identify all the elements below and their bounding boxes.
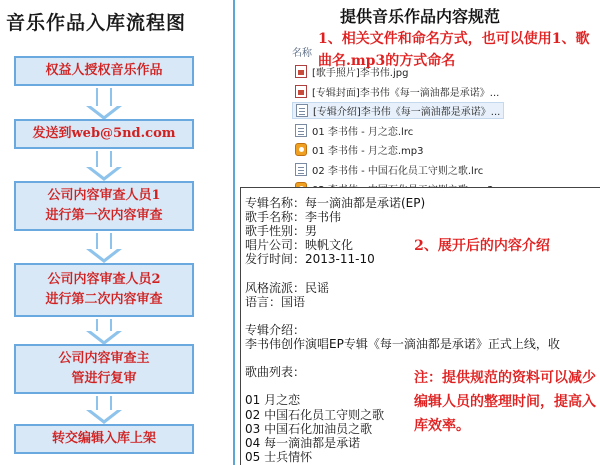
flow-arrow <box>86 233 122 263</box>
flow-step-send-email <box>14 119 194 149</box>
file-name: [歌手照片]李书伟.jpg <box>312 68 409 79</box>
flow-arrow <box>86 151 122 181</box>
image-file-icon <box>295 65 307 78</box>
document-line: 歌手名称：李书伟 <box>245 210 342 225</box>
file-list-item[interactable] <box>292 141 504 158</box>
document-line: 歌曲列表： <box>245 365 306 380</box>
document-line: 发行时间：2013-11-10 <box>245 252 375 267</box>
file-list-item[interactable] <box>292 122 504 139</box>
file-name: 01 李书伟 - 月之恋.lrc <box>312 126 414 138</box>
flow-step-second-review <box>14 263 194 317</box>
flow-step-label: 公司内容审查人员1 进行第一次内容审查 <box>45 188 163 223</box>
flow-step-label: 权益人授权音乐作品 <box>45 63 163 78</box>
file-list <box>292 44 502 192</box>
file-name: 02 李书伟 - 中国石化员工守则之歌.lrc <box>312 165 484 177</box>
text-file-icon <box>295 124 307 137</box>
document-line: 风格流派：民谣 <box>245 280 330 295</box>
text-file-icon <box>296 104 308 117</box>
file-list-item[interactable] <box>292 63 504 80</box>
naming-note: 1、相关文件和命名方式，也可以使用1、歌曲名.mp3的方式命名 <box>318 31 590 69</box>
flow-step-supervisor-review <box>14 344 194 394</box>
section-divider <box>233 0 235 465</box>
file-list-item[interactable] <box>292 83 504 100</box>
document-line: 01 月之恋 <box>245 393 301 408</box>
flowchart-title: 音乐作品入库流程图 <box>6 12 187 34</box>
document-line: 语言：国语 <box>245 294 306 309</box>
flow-arrow <box>86 396 122 424</box>
document-line: 04 每一滴油都是承诺 <box>245 435 361 450</box>
file-list-item[interactable] <box>292 102 504 119</box>
flow-step-label: 发送到web@5nd.com <box>32 126 176 141</box>
flow-step-authorize <box>14 56 194 86</box>
file-list-header: 名称 <box>292 48 312 59</box>
document-line: 专辑名称：每一滴油都是承诺(EP) <box>245 196 426 210</box>
document-line: 歌手性别：男 <box>245 224 318 239</box>
flow-step-first-review <box>14 181 194 231</box>
document-line: 李书伟创作演唱EP专辑《每一滴油都是承诺》正式上线，收 <box>245 337 560 351</box>
file-list-item[interactable] <box>292 161 504 178</box>
file-name: [专辑介绍]李书伟《每一滴油都是承诺》... <box>313 107 501 118</box>
file-name: [专辑封面]李书伟《每一滴油都是承诺》... <box>312 87 500 99</box>
flow-step-label: 公司内容审查主 管进行复审 <box>58 351 150 386</box>
document-line: 03 中国石化加油员之歌 <box>245 421 373 436</box>
efficiency-note: 注：提供规范的资料可以减少编辑人员的整理时间，提高入库效率。 <box>414 370 596 434</box>
file-name: 01 李书伟 - 月之恋.mp3 <box>312 146 424 157</box>
flow-step-label: 转交编辑入库上架 <box>51 431 156 446</box>
text-file-icon <box>295 163 307 176</box>
document-line: 唱片公司：映帆文化 <box>245 238 354 253</box>
audio-file-icon <box>295 143 307 156</box>
flow-step-label: 公司内容审查人员2 进行第二次内容审查 <box>45 272 163 307</box>
document-line: 05 士兵情怀 <box>245 449 313 464</box>
flow-step-publish <box>14 424 194 454</box>
flow-arrow <box>86 88 122 120</box>
document-line: 专辑介绍： <box>245 322 306 337</box>
spec-title: 提供音乐作品内容规范 <box>339 7 500 26</box>
flow-arrow <box>86 319 122 345</box>
image-file-icon <box>295 85 307 98</box>
expanded-content-note: 2、展开后的内容介绍 <box>414 238 550 254</box>
document-line: 02 中国石化员工守则之歌 <box>245 407 385 422</box>
